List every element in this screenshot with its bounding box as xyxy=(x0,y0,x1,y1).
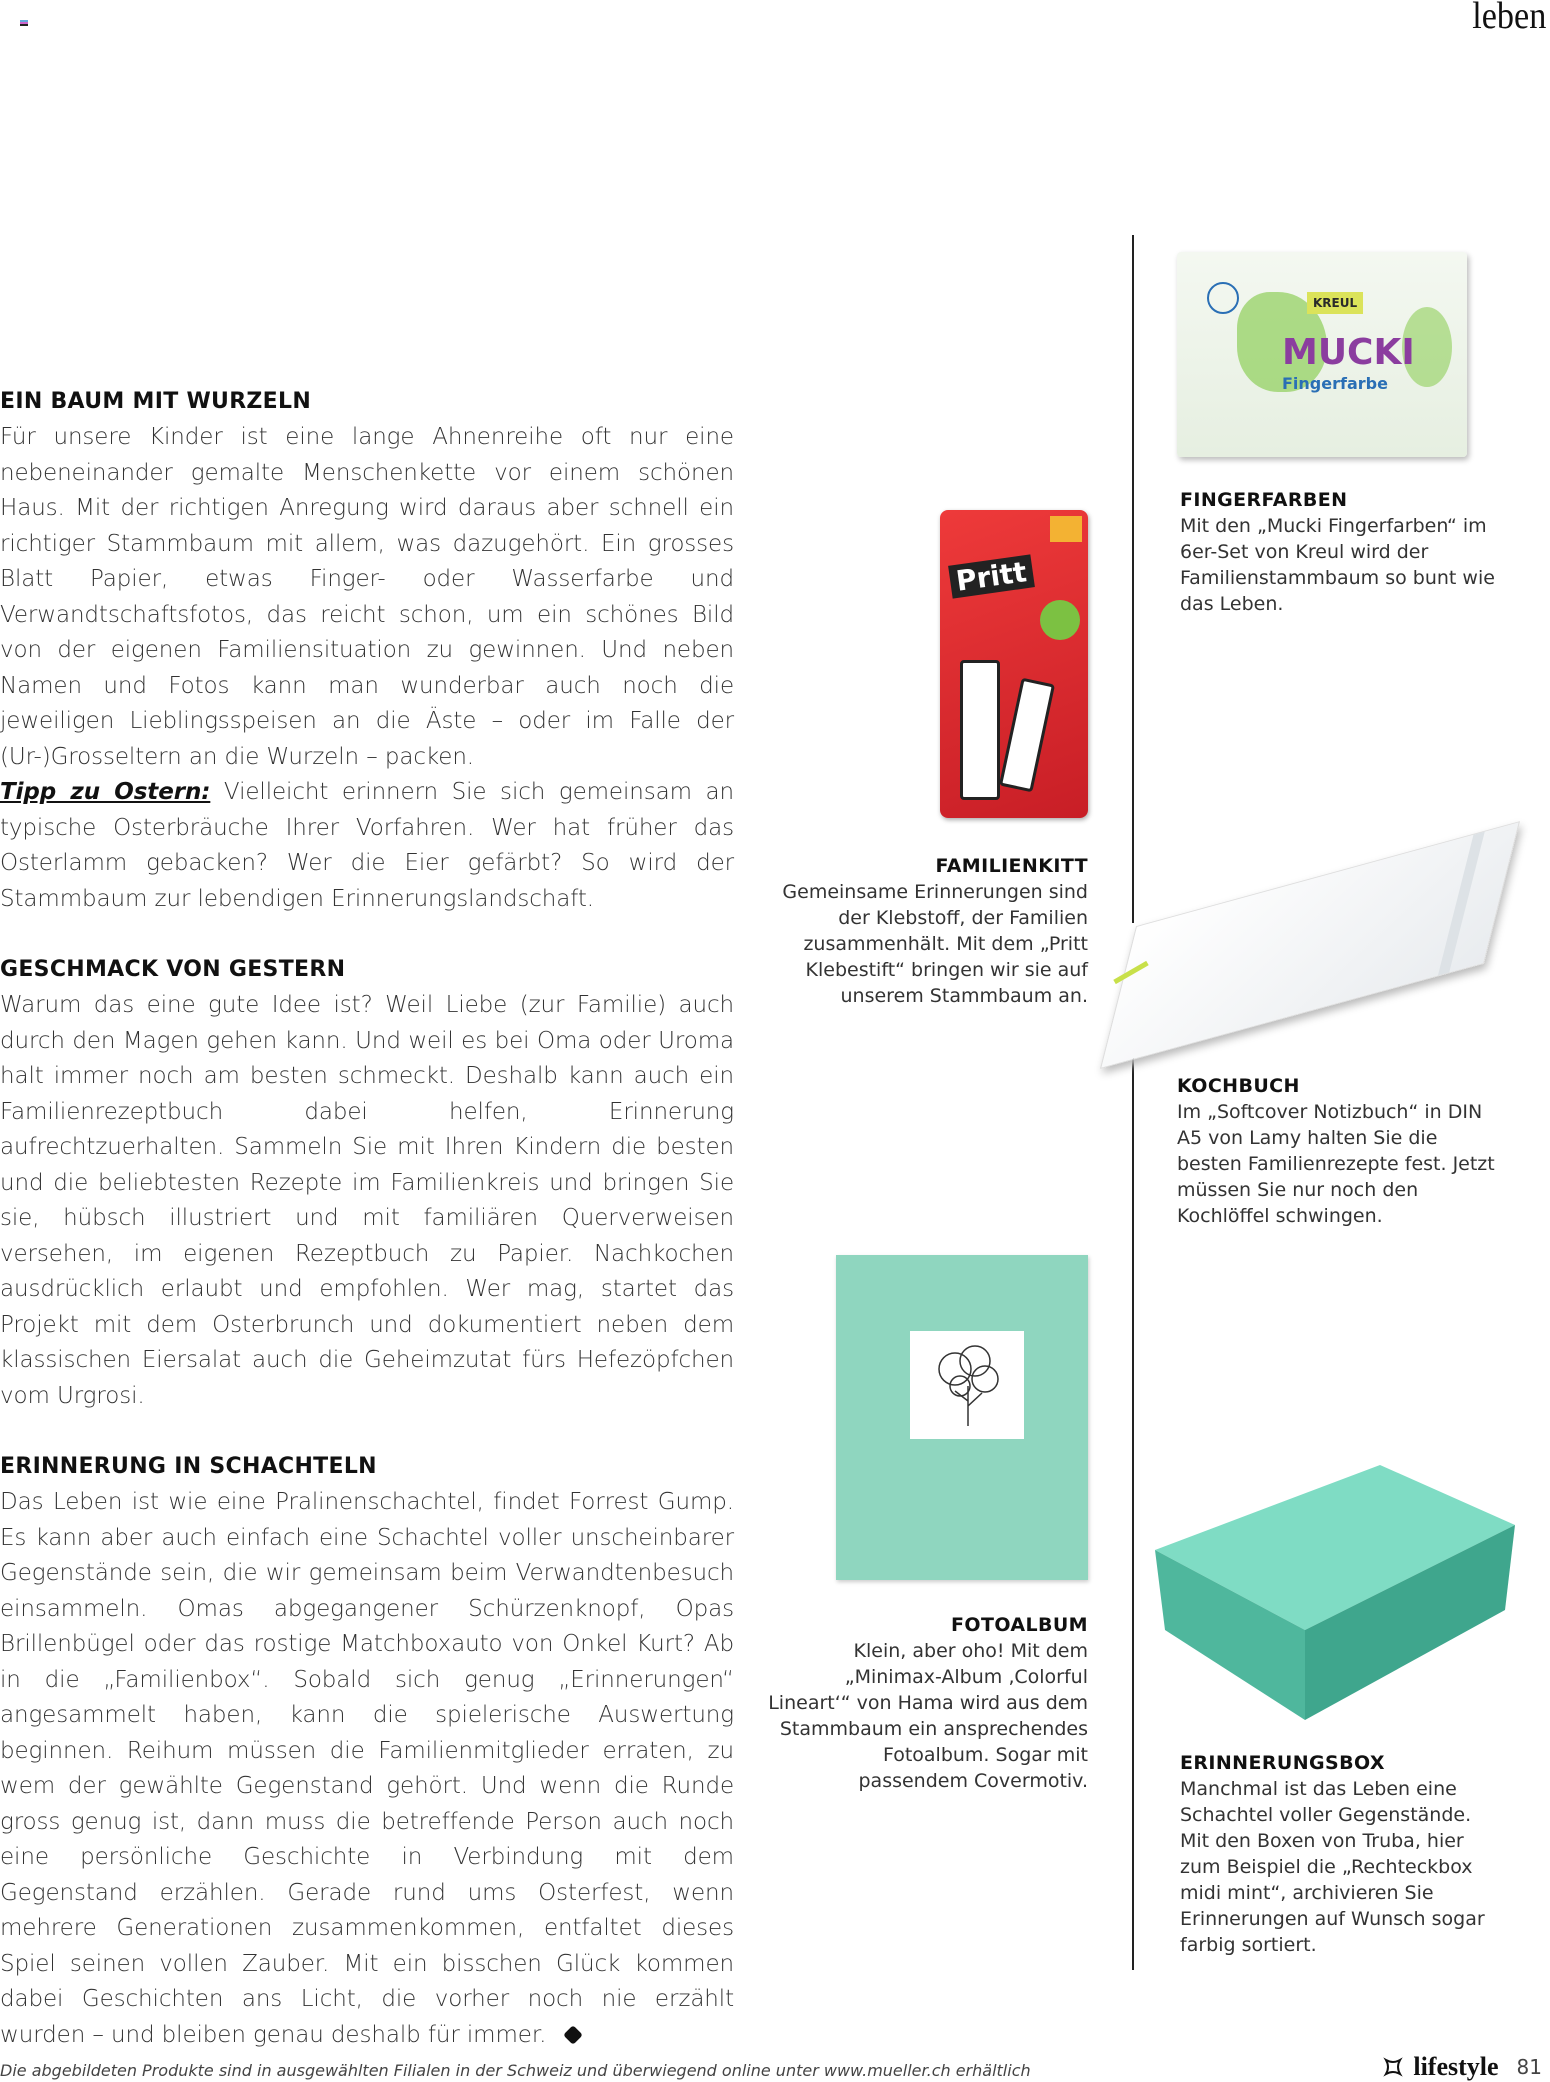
article-body xyxy=(0,384,734,2053)
footer-section-name: lifestyle xyxy=(1413,2052,1499,2081)
section-heading: EIN BAUM MIT WURZELN xyxy=(0,389,312,414)
fotoalbum-caption: FOTOALBUM Klein, aber oho! Mit dem „Minimax-Album ‚Colorful Lineart‘“ von Hama wird aus dem Stammbaum ein ansprechendes Fotoalbum. Sogar mit passendem Covermotiv. xyxy=(768,1614,1088,1792)
end-mark-icon xyxy=(563,2025,583,2045)
erinnerungsbox-product-image xyxy=(1155,1460,1517,1725)
section-text: Für unsere Kinder ist eine lange Ahnenreihe oft nur eine nebeneinander gemalte Menschenkette vor einem schönen Haus. Mit der richtigen Anregung wird daraus aber schnell ein richtiger Stammbaum mit allem, was dazugehört. Ein grosses Blatt Papier, etwas Finger- oder Wasserfarbe und Verwandtschaftsfotos, das reicht schon, um ein schönes Bild von der eigenen Familiensituation zu gewinnen. Und neben Namen und Fotos kann man wunderbar auch noch die jeweiligen Lieblingsspeisen an die Äste – oder im Falle der (Ur-)Grosseltern an die Wurzeln – packen. Tipp zu Ostern: Vielleicht erinnern Sie sich gemeinsam an typische Osterbräuche Ihrer Vorfahren. Wer hat früher das Osterlamm gebacken? Wer die Eier gefärbt? So wird der Stammbaum zur lebendigen Erinnerungslandschaft. xyxy=(0,424,734,912)
divider xyxy=(1132,235,1134,923)
section-heading: GESCHMACK VON GESTERN xyxy=(0,957,346,982)
pritt-product-image: Pritt xyxy=(940,510,1088,818)
section-text: Das Leben ist wie eine Pralinenschachtel, findet Forrest Gump. Es kann aber auch einfach eine Schachtel voller unscheinbarer Gegenstände sein, die wir gemeinsam beim Verwandtenbesuch einsammeln. Omas abgegangener Schürzenknopf, Opas Brillenbügel oder das rostige Matchboxauto von Onkel Kurt? Ab in die „Familienbox“. Sobald sich genug „Erinnerungen“ angesammelt haben, kann die spielerische Auswertung beginnen. Reihum müssen die Familienmitglieder erraten, zu wem der gewählte Gegenstand gehört. Und wenn die Runde gross genug ist, dann muss die betreffende Person auch noch eine persönliche Geschichte in Verbindung mit dem Gegenstand erzählen. Gerade rund ums Osterfest, wenn mehrere Generationen zusammenkommen, entfaltet dieses Spiel seinen vollen Zauber. Mit ein bisschen Glück kommen dabei Geschichten ans Licht, die vorher noch nie erzählt wurden – und bleiben genau deshalb für immer. xyxy=(0,1489,734,2048)
divider xyxy=(1132,1025,1134,1970)
fingerfarben-product-image: KREUL MUCKI Fingerfarbe xyxy=(1177,252,1467,457)
familienkitt-caption: FAMILIENKITT Gemeinsame Erinnerungen sind der Klebstoff, der Familien zusammenhält. Mit dem „Pritt Klebestift“ bringen wir sie auf unserem Stammbaum an. xyxy=(782,855,1088,1007)
page-number: 81 xyxy=(1516,2055,1542,2079)
section-tag: leben xyxy=(1471,0,1546,37)
print-color-marks xyxy=(20,20,28,28)
erinnerungsbox-caption: ERINNERUNGSBOX Manchmal ist das Leben eine Schachtel voller Gegenstände. Mit den Boxen von Truba, hier zum Beispiel die „Rechteckbox midi mint“, archivieren Sie Erinnerungen auf Wunsch sogar farbig sortiert. xyxy=(1180,1752,1485,1956)
kochbuch-caption: KOCHBUCH Im „Softcover Notizbuch“ in DIN A5 von Lamy halten Sie die besten Familienrezepte fest. Jetzt müssen Sie nur noch den Kochlöffel schwingen. xyxy=(1177,1075,1495,1227)
lifestyle-logo-icon xyxy=(1383,2057,1403,2077)
fingerfarben-caption: FINGERFARBEN Mit den „Mucki Fingerfarben“ im 6er-Set von Kreul wird der Familienstammbaum so bunt wie das Leben. xyxy=(1180,489,1495,615)
footer-section xyxy=(1383,2052,1542,2082)
section-text: Warum das eine gute Idee ist? Weil Liebe (zur Familie) auch durch den Magen gehen kann. Und weil es bei Oma oder Uroma halt immer noch am besten schmeckt. Deshalb kann auch ein Familienrezeptbuch dabei helfen, Erinnerung aufrechtzuerhalten. Sammeln Sie mit Ihren Kindern die besten und die beliebtesten Rezepte im Familienkreis und bringen Sie sie, hübsch illustriert und mit familiären Querverweisen versehen, im eigenen Rezeptbuch zu Papier. Nachkochen ausdrücklich erlaubt und empfohlen. Wer mag, startet das Projekt mit dem Osterbrunch und dokumentiert neben dem klassischen Eiersalat auch die Geheimzutat fürs Hefezöpfchen vom Urgrosi. xyxy=(0,992,734,1409)
tip-label: Tipp zu Ostern: xyxy=(0,779,211,805)
footer-note: Die abgebildeten Produkte sind in ausgewählten Filialen in der Schweiz und überwiegend online unter www.mueller.ch erhältlich xyxy=(0,2061,1031,2080)
section-heading: ERINNERUNG IN SCHACHTELN xyxy=(0,1454,377,1479)
fotoalbum-product-image xyxy=(836,1255,1088,1580)
kochbuch-product-image xyxy=(1100,821,1520,1069)
tree-icon xyxy=(910,1331,1024,1439)
